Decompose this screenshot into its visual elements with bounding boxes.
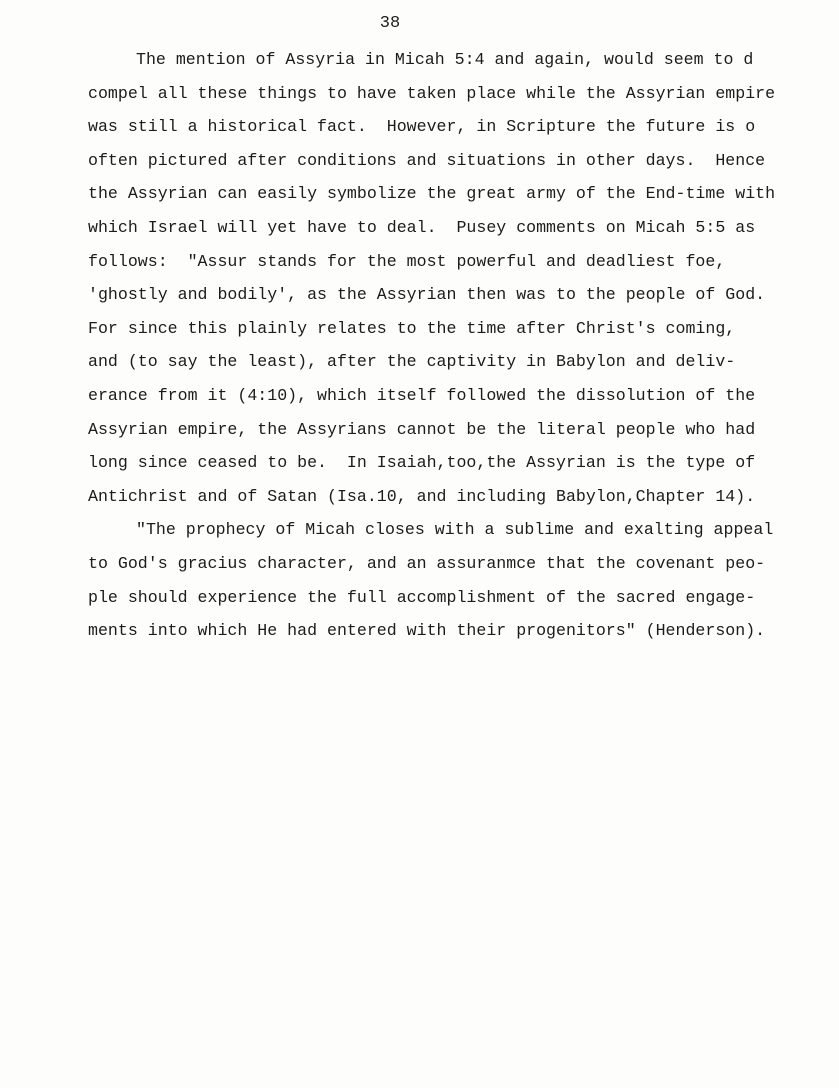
text-line: was still a historical fact. However, in Scripture the future is o [88,117,756,137]
page-number: 38 [379,14,401,33]
text-line: the Assyrian can easily symbolize the great army of the End-time with [88,184,776,204]
text-line: Assyrian empire, the Assyrians cannot be the literal people who had [88,419,756,439]
text-line: 'ghostly and bodily', as the Assyrian then was to the people of God. [88,285,766,305]
text-line: The mention of Assyria in Micah 5:4 and again, would seem to d [136,50,754,69]
text-line: follows: "Assur stands for the most powerful and deadliest foe, [88,251,726,271]
text-line: Antichrist and of Satan (Isa.10, and including Babylon,Chapter 14). [88,486,756,506]
text-line: erance from it (4:10), which itself followed the dissolution of the [88,385,756,405]
text-line: long since ceased to be. In Isaiah,too,the Assyrian is the type of [88,453,756,473]
body-text [88,43,788,648]
text-line: to God's gracius character, and an assuranmce that the covenant peo- [88,553,766,573]
text-line: and (to say the least), after the captivity in Babylon and deliv- [88,352,736,372]
text-line: "The prophecy of Micah closes with a sublime and exalting appeal [136,520,774,540]
text-line: often pictured after conditions and situations in other days. Hence [88,150,766,170]
text-line: ple should experience the full accomplishment of the sacred engage- [88,587,756,607]
text-line: which Israel will yet have to deal. Pusey comments on Micah 5:5 as [88,217,756,237]
text-line: ments into which He had entered with their progenitors" (Henderson). [88,621,766,641]
text-line: For since this plainly relates to the time after Christ's coming, [88,318,736,338]
text-line: compel all these things to have taken place while the Assyrian empire [88,83,776,103]
